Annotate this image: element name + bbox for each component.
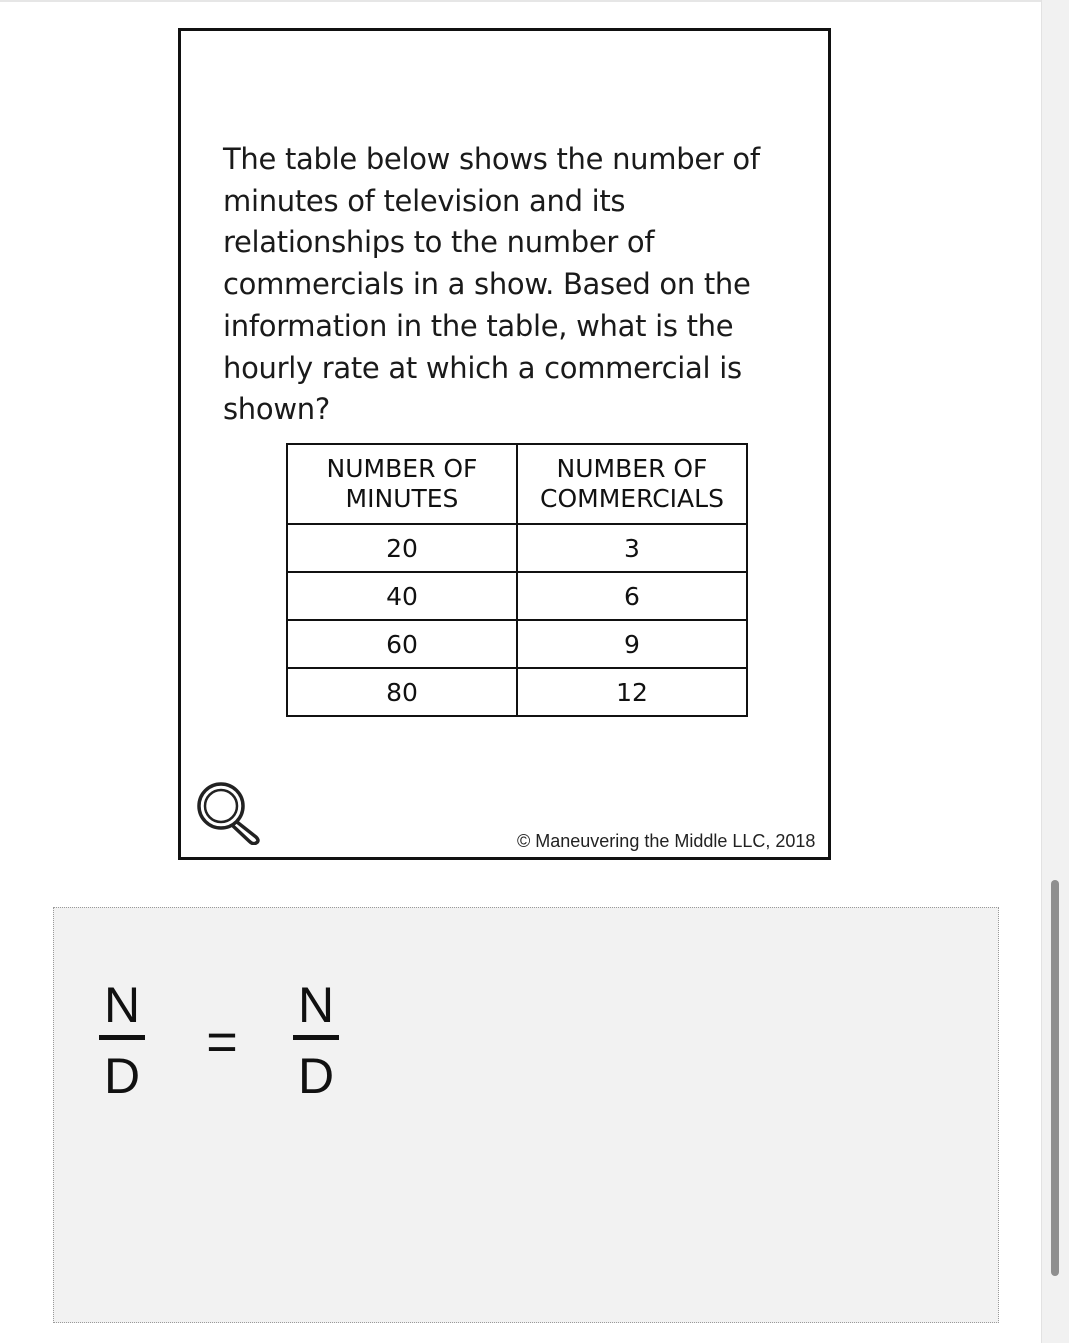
right-fraction[interactable] — [290, 975, 342, 1104]
top-border — [0, 0, 1069, 2]
table-cell: 20 — [287, 524, 517, 572]
question-text: The table below shows the number of minutes of television and its relationships to the number of commercials in a show. Based on the information in the table, what is the hourly rate at which a commercial is shown? — [223, 142, 760, 427]
table-header-row — [287, 444, 747, 524]
data-table — [286, 443, 748, 717]
copyright-text: © Maneuvering the Middle LLC, 2018 — [517, 831, 816, 851]
table-cell: 3 — [517, 524, 747, 572]
table-cell: 12 — [517, 668, 747, 716]
table-row — [287, 668, 747, 716]
right-denominator[interactable]: D — [297, 1048, 335, 1104]
table-cell: 80 — [287, 668, 517, 716]
table-cell: 6 — [517, 572, 747, 620]
table-cell: 40 — [287, 572, 517, 620]
question-card — [178, 28, 831, 860]
magnifier-icon[interactable] — [194, 779, 264, 845]
table-row — [287, 572, 747, 620]
left-numerator[interactable]: N — [103, 977, 141, 1033]
table-row — [287, 524, 747, 572]
table-cell: 9 — [517, 620, 747, 668]
table-row — [287, 620, 747, 668]
equals-sign: = — [206, 1012, 238, 1072]
right-numerator[interactable]: N — [297, 977, 335, 1033]
scrollbar-thumb[interactable] — [1051, 880, 1059, 1276]
left-fraction[interactable] — [96, 975, 148, 1104]
column-header-minutes: NUMBER OF MINUTES — [287, 444, 517, 524]
left-denominator[interactable]: D — [103, 1048, 141, 1104]
answer-box[interactable] — [53, 907, 999, 1323]
table-cell: 60 — [287, 620, 517, 668]
column-header-commercials: NUMBER OF COMMERCIALS — [517, 444, 747, 524]
